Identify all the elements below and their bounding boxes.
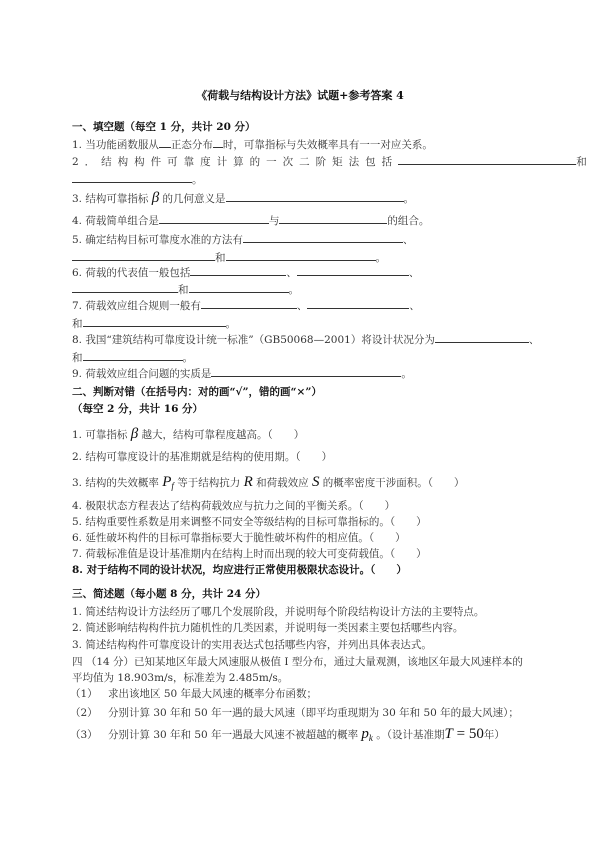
blank (189, 281, 289, 293)
s2-q1 (72, 427, 304, 442)
blank (201, 297, 297, 309)
text: 4. 荷载简单组合是 (72, 215, 159, 227)
text: 和 (215, 252, 226, 264)
s1-q3 (72, 190, 414, 206)
t-symbol: T (444, 726, 453, 742)
text: 的组合。 (387, 215, 430, 227)
item-number: （2） (70, 707, 98, 719)
blank (226, 190, 404, 202)
text: 2．结构构件可靠度计算的一次二阶矩法包括 (72, 156, 399, 168)
text: 和 (178, 284, 189, 296)
text: 求出该地区 50 年最大风速的概率分布函数； (108, 688, 318, 700)
text: 。 (225, 318, 236, 330)
text: 。 (192, 174, 203, 186)
s2-q3 (72, 475, 465, 493)
text: 和 (72, 318, 83, 330)
text: 。 (288, 284, 299, 296)
text: 年） (483, 729, 505, 741)
text: 、 (286, 267, 297, 279)
text: 与 (268, 215, 280, 227)
text: 。 (403, 193, 415, 205)
subscript: f (171, 481, 174, 492)
blank (72, 249, 215, 261)
s1-q2-cont (72, 171, 203, 187)
text: 、 (408, 267, 420, 279)
text: 5. 确定结构目标可靠度水准的方法有 (72, 234, 243, 246)
s2-q8: 8. 对于结构不同的设计状况，均应进行正常使用极限状态设计。（ ） (72, 564, 407, 576)
s2-q5: 5. 结构重要性系数是用来调整不同安全等级结构的目标可靠指标的。（ ） (72, 516, 427, 528)
blank (190, 264, 286, 276)
s1-q5 (72, 231, 413, 247)
text: 、 (528, 334, 540, 346)
blank (83, 315, 226, 327)
text: 。 (182, 352, 193, 364)
section3-heading: 三、简述题（每小题 8 分，共计 24 分） (72, 588, 267, 600)
text: 分别计算 30 年和 50 年一遇最大风速不被超越的概率 (108, 729, 359, 741)
text: 越大，结构可靠程度越高。（ ） (141, 429, 305, 441)
s2-q2: 2. 结构可靠度设计的基准期就是结构的使用期。（ ） (72, 451, 333, 463)
blank (72, 281, 178, 293)
s1-q8 (72, 331, 539, 347)
text: 7. 荷载效应组合规则一般有 (72, 300, 201, 312)
s4-p1 (70, 687, 317, 701)
page-title: 《荷载与结构设计方法》试题+参考答案 4 (196, 89, 404, 102)
s1-q6-cont (72, 281, 299, 297)
s1-q4 (72, 212, 429, 228)
s1-q5-cont (72, 249, 386, 265)
equation: = 50 (452, 726, 484, 742)
s1-q7 (72, 297, 420, 313)
section2-subheading: （每空 2 分，共计 16 分） (72, 403, 204, 415)
text: 的概率密度干涉面积。（ ） (322, 477, 465, 489)
s1-q1 (72, 136, 433, 152)
s4-line1: 四 （14 分）已知某地区年最大风速服从极值 I 型分布，通过大量观测，该地区年最大风速样本的 (72, 656, 523, 668)
text: 和荷载效应 (256, 477, 309, 489)
s2-q7: 7. 荷载标准值是设计基准期内在结构上时而出现的较大可变荷载值。（ ） (72, 548, 427, 560)
blank (243, 231, 403, 243)
text: 。 (375, 252, 386, 264)
blank (297, 264, 409, 276)
text: 和 (576, 156, 587, 168)
text: 1. 可靠指标 (72, 429, 128, 441)
blank (72, 171, 192, 183)
item-number: （3） (70, 729, 98, 741)
text: 、 (402, 234, 414, 246)
s2-q6: 6. 延性破坏构件的目标可靠指标要大于脆性破坏构件的相应值。（ ） (72, 532, 406, 544)
item-number: （1） (70, 688, 98, 700)
s-symbol: S (311, 474, 320, 490)
text: 3. 结构的失效概率 (72, 477, 159, 489)
s3-q2: 2. 简述影响结构构件抗力随机性的几类因素，并说明每一类因素主要包括哪些内容。 (72, 622, 464, 634)
blank (307, 297, 409, 309)
s4-p3 (70, 727, 505, 745)
s4-line2: 平均值为 18.903m/s，标准差为 2.485m/s。 (72, 672, 289, 684)
blank (159, 136, 171, 148)
text: 6. 荷载的代表值一般包括 (72, 267, 191, 279)
blank (159, 212, 269, 224)
blank (279, 212, 387, 224)
blank (211, 365, 401, 377)
text: 3. 结构可靠指标 (72, 193, 149, 205)
s2-q4: 4. 极限状态方程表达了结构荷载效应与抗力之间的平衡关系。（ ） (72, 500, 396, 512)
text: 的几何意义是 (162, 193, 226, 205)
s4-p2 (70, 706, 519, 720)
text: 和 (72, 352, 83, 364)
r-symbol: R (243, 474, 253, 490)
text: 。 (401, 368, 412, 380)
blank (398, 153, 576, 165)
text: 。（设计基准期 (376, 729, 445, 741)
s1-q9 (72, 365, 412, 381)
blank (213, 136, 223, 148)
beta-symbol: β (130, 426, 139, 442)
text: 分别计算 30 年和 50 年一遇的最大风速（即平均重现期为 30 年和 50 年的最大风速）； (108, 707, 519, 719)
subscript: k (368, 733, 373, 744)
blank (83, 349, 183, 361)
text: 1. 当功能函数服从 (72, 139, 159, 151)
text: 8. 我国“建筑结构可靠度设计统一标准”（GB50068—2001）将设计状况分为 (72, 334, 435, 346)
text: 、 (296, 300, 308, 312)
text: 正态分布 (170, 139, 213, 151)
beta-symbol: β (151, 190, 160, 206)
section1-heading: 一、填空题（每空 1 分，共计 20 分） (72, 121, 256, 133)
s1-q8-cont (72, 349, 193, 365)
text: 9. 荷载效应组合问题的实质是 (72, 368, 212, 380)
s1-q2 (72, 153, 587, 169)
text: 等于结构抗力 (177, 477, 241, 489)
text: 、 (409, 300, 420, 312)
s3-q1: 1. 简述结构设计方法经历了哪几个发展阶段，并说明每个阶段结构设计方法的主要特点。 (72, 606, 485, 618)
text: 时，可靠指标与失效概率具有一一对应关系。 (222, 139, 433, 151)
blank (435, 331, 529, 343)
blank (226, 249, 376, 261)
s1-q6 (72, 264, 419, 280)
p-symbol: P (162, 474, 172, 490)
section2-heading: 二、判断对错（在括号内：对的画“√”，错的画“×”） (72, 386, 322, 398)
s1-q7-cont (72, 315, 236, 331)
s3-q3: 3. 简述结构构件可靠度设计的实用表达式包括哪些内容，并列出具体表达式。 (72, 639, 432, 651)
p-symbol: p (361, 726, 369, 742)
